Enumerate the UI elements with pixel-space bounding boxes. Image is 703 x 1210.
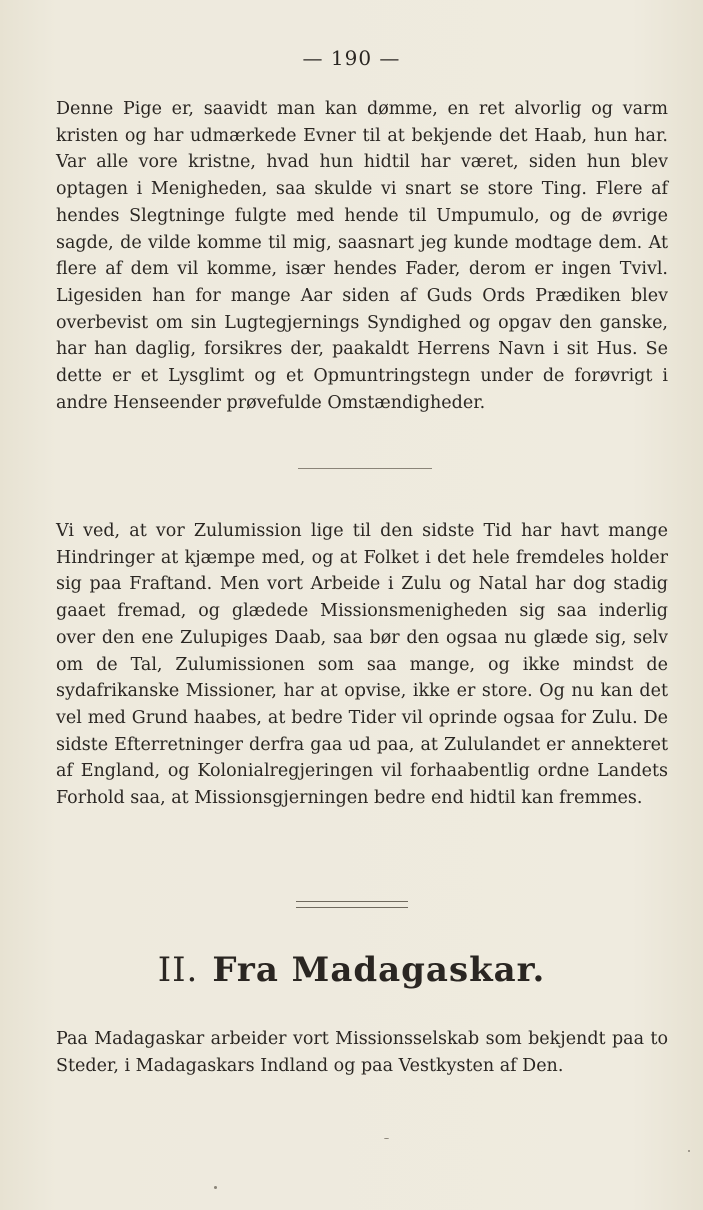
section-number: II. (157, 950, 199, 990)
section-heading (0, 950, 703, 990)
paper-speck (688, 1150, 690, 1152)
paragraph-2: Vi ved, at vor Zulumission lige til den sidste Tid har havt mange Hindringer at kjæmpe med, og at Folket i det hele fremdeles holder sig paa Fraftand. Men vort Arbeide i Zulu og Natal har dog stadig gaaet fremad, og glædede Missionsmenigheden sig saa inderlig over den ene Zulupiges Daab, saa bør den ogsaa nu glæde sig, selv om de Tal, Zulumissionen som saa mange, og ikke mindst de sydafrikanske Missioner, har at opvise, ikke er store. Og nu kan det vel med Grund haabes, at bedre Tider vil oprinde ogsaa for Zulu. De sidste Efterretninger derfra gaa ud paa, at Zululandet er annekteret af England, og Kolonialregjeringen vil forhaabentlig ordne Landets Forhold saa, at Missionsgjerningen bedre end hidtil kan fremmes. (56, 521, 668, 809)
page-number: — 190 — (302, 46, 401, 70)
section-divider-rule (298, 468, 432, 469)
section-title: Fra Madagaskar. (212, 950, 546, 990)
paper-speck (214, 1186, 217, 1189)
paragraph-3: Paa Madagaskar arbeider vort Missionsselskab som bekjendt paa to Steder, i Madagaskars Indland og paa Vestkysten af Den. (56, 1029, 668, 1076)
paragraph-1: Denne Pige er, saavidt man kan dømme, en ret alvorlig og varm kristen og har udmærkede Evner til at bekjende det Haab, hun har. Var alle vore kristne, hvad hun hidtil har været, siden hun blev optagen i Menigheden, saa skulde vi snart se store Ting. Flere af hendes Slegtninge fulgte med hende til Umpumulo, og de øvrige sagde, de vilde komme til mig, saasnart jeg kunde modtage dem. At flere af dem vil komme, især hendes Fader, derom er ingen Tvivl. Ligesiden han for mange Aar siden af Guds Ords Prædiken blev overbevist om sin Lugtegjernings Syndighed og opgav den ganske, har han daglig, forsikres der, paakaldt Herrens Navn i sit Hus. Se dette er et Lysglimt og et Opmuntringstegn under de forøvrigt i andre Henseender prøvefulde Omstændigheder. (56, 99, 668, 413)
double-divider-rule (296, 901, 408, 908)
paper-speck (384, 1138, 389, 1139)
